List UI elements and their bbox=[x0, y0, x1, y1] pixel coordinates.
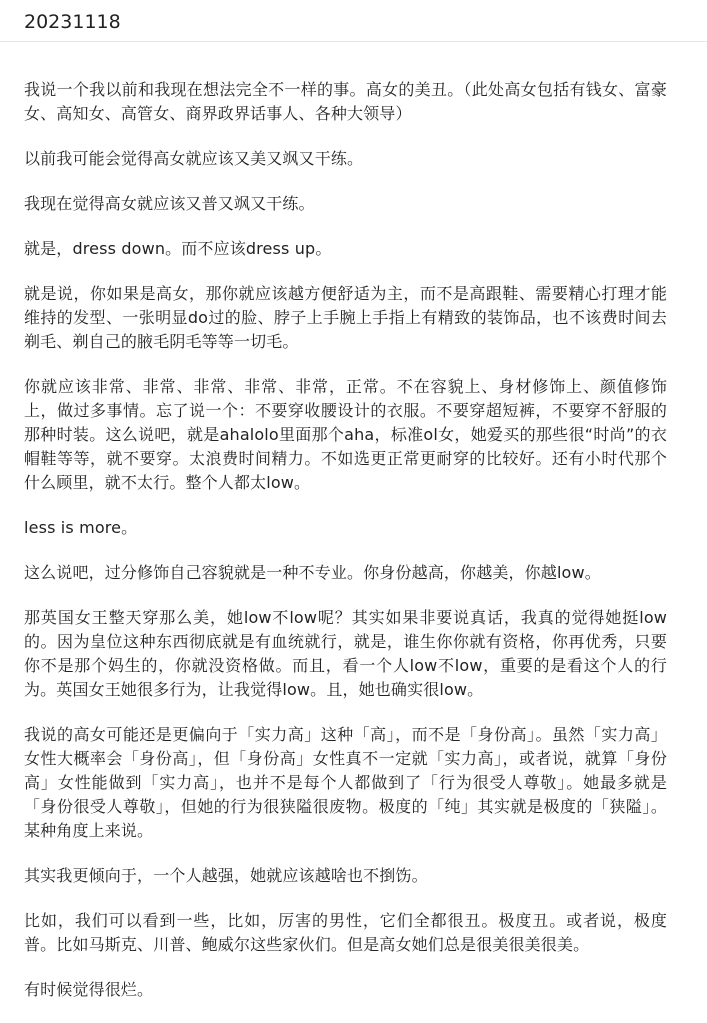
paragraph-1: 我说一个我以前和我现在想法完全不一样的事。高女的美丑。（此处高女包括有钱女、富豪女、高知女、高管女、商界政界话事人、各种大领导） bbox=[24, 80, 667, 123]
paragraph-7: less is more。 bbox=[24, 518, 138, 537]
paragraph-2: 以前我可能会觉得高女就应该又美又飒又干练。 bbox=[24, 149, 364, 168]
paragraph-9: 那英国女王整天穿那么美，她low不low呢？其实如果非要说真话，我真的觉得她挺low的。因为皇位这种东西彻底就是有血统就行，就是，谁生你你就有资格，你再优秀，只要你不是那个妈生的，你就没资格做。而且，看一个人low不low，重要的是看这个人的行为。英国女王她很多行为，让我觉得low。且，她也确实很low。 bbox=[24, 608, 667, 699]
paragraph-4: 就是，dress down。而不应该dress up。 bbox=[24, 239, 332, 258]
paragraph-12: 比如，我们可以看到一些，比如，厉害的男性，它们全都很丑。极度丑。或者说，极度普。比如马斯克、川普、鲍威尔这些家伙们。但是高女她们总是很美很美很美。 bbox=[24, 911, 667, 954]
post-date: 20231118 bbox=[24, 11, 121, 33]
paragraph-6: 你就应该非常、非常、非常、非常、非常，正常。不在容貌上、身材修饰上、颜值修饰上，做过多事情。忘了说一个：不要穿收腰设计的衣服。不要穿超短裤，不要穿不舒服的那种时装。这么说吧，就是ahalolo里面那个aha，标准ol女，她爱买的那些很“时尚”的衣帽鞋等等，就不要穿。太浪费时间精力。不如选更正常更耐穿的比较好。还有小时代那个什么顾里，就不太行。整个人都太low。 bbox=[24, 377, 667, 492]
paragraph-3: 我现在觉得高女就应该又普又飒又干练。 bbox=[24, 194, 315, 213]
paragraph-5: 就是说，你如果是高女，那你就应该越方便舒适为主，而不是高跟鞋、需要精心打理才能维持的发型、一张明显do过的脸、脖子上手腕上手指上有精致的装饰品，也不该费时间去剃毛、剃自己的腋毛阴毛等等一切毛。 bbox=[24, 284, 667, 351]
paragraph-10: 我说的高女可能还是更偏向于「实力高」这种「高」，而不是「身份高」。虽然「实力高」女性大概率会「身份高」，但「身份高」女性真不一定就「实力高」，或者说，就算「身份高」女性能做到「实力高」，也并不是每个人都做到了「行为很受人尊敬」。她最多就是「身份很受人尊敬」，但她的行为很狭隘很废物。极度的「纯」其实就是极度的「狭隘」。某种角度上来说。 bbox=[24, 725, 667, 840]
article-body bbox=[0, 42, 707, 1002]
paragraph-11: 其实我更倾向于，一个人越强，她就应该越啥也不捯饬。 bbox=[24, 866, 428, 885]
header-bar bbox=[0, 0, 707, 42]
paragraph-8: 这么说吧，过分修饰自己容貌就是一种不专业。你身份越高，你越美，你越low。 bbox=[24, 563, 601, 582]
paragraph-13: 有时候觉得很烂。 bbox=[24, 980, 154, 999]
